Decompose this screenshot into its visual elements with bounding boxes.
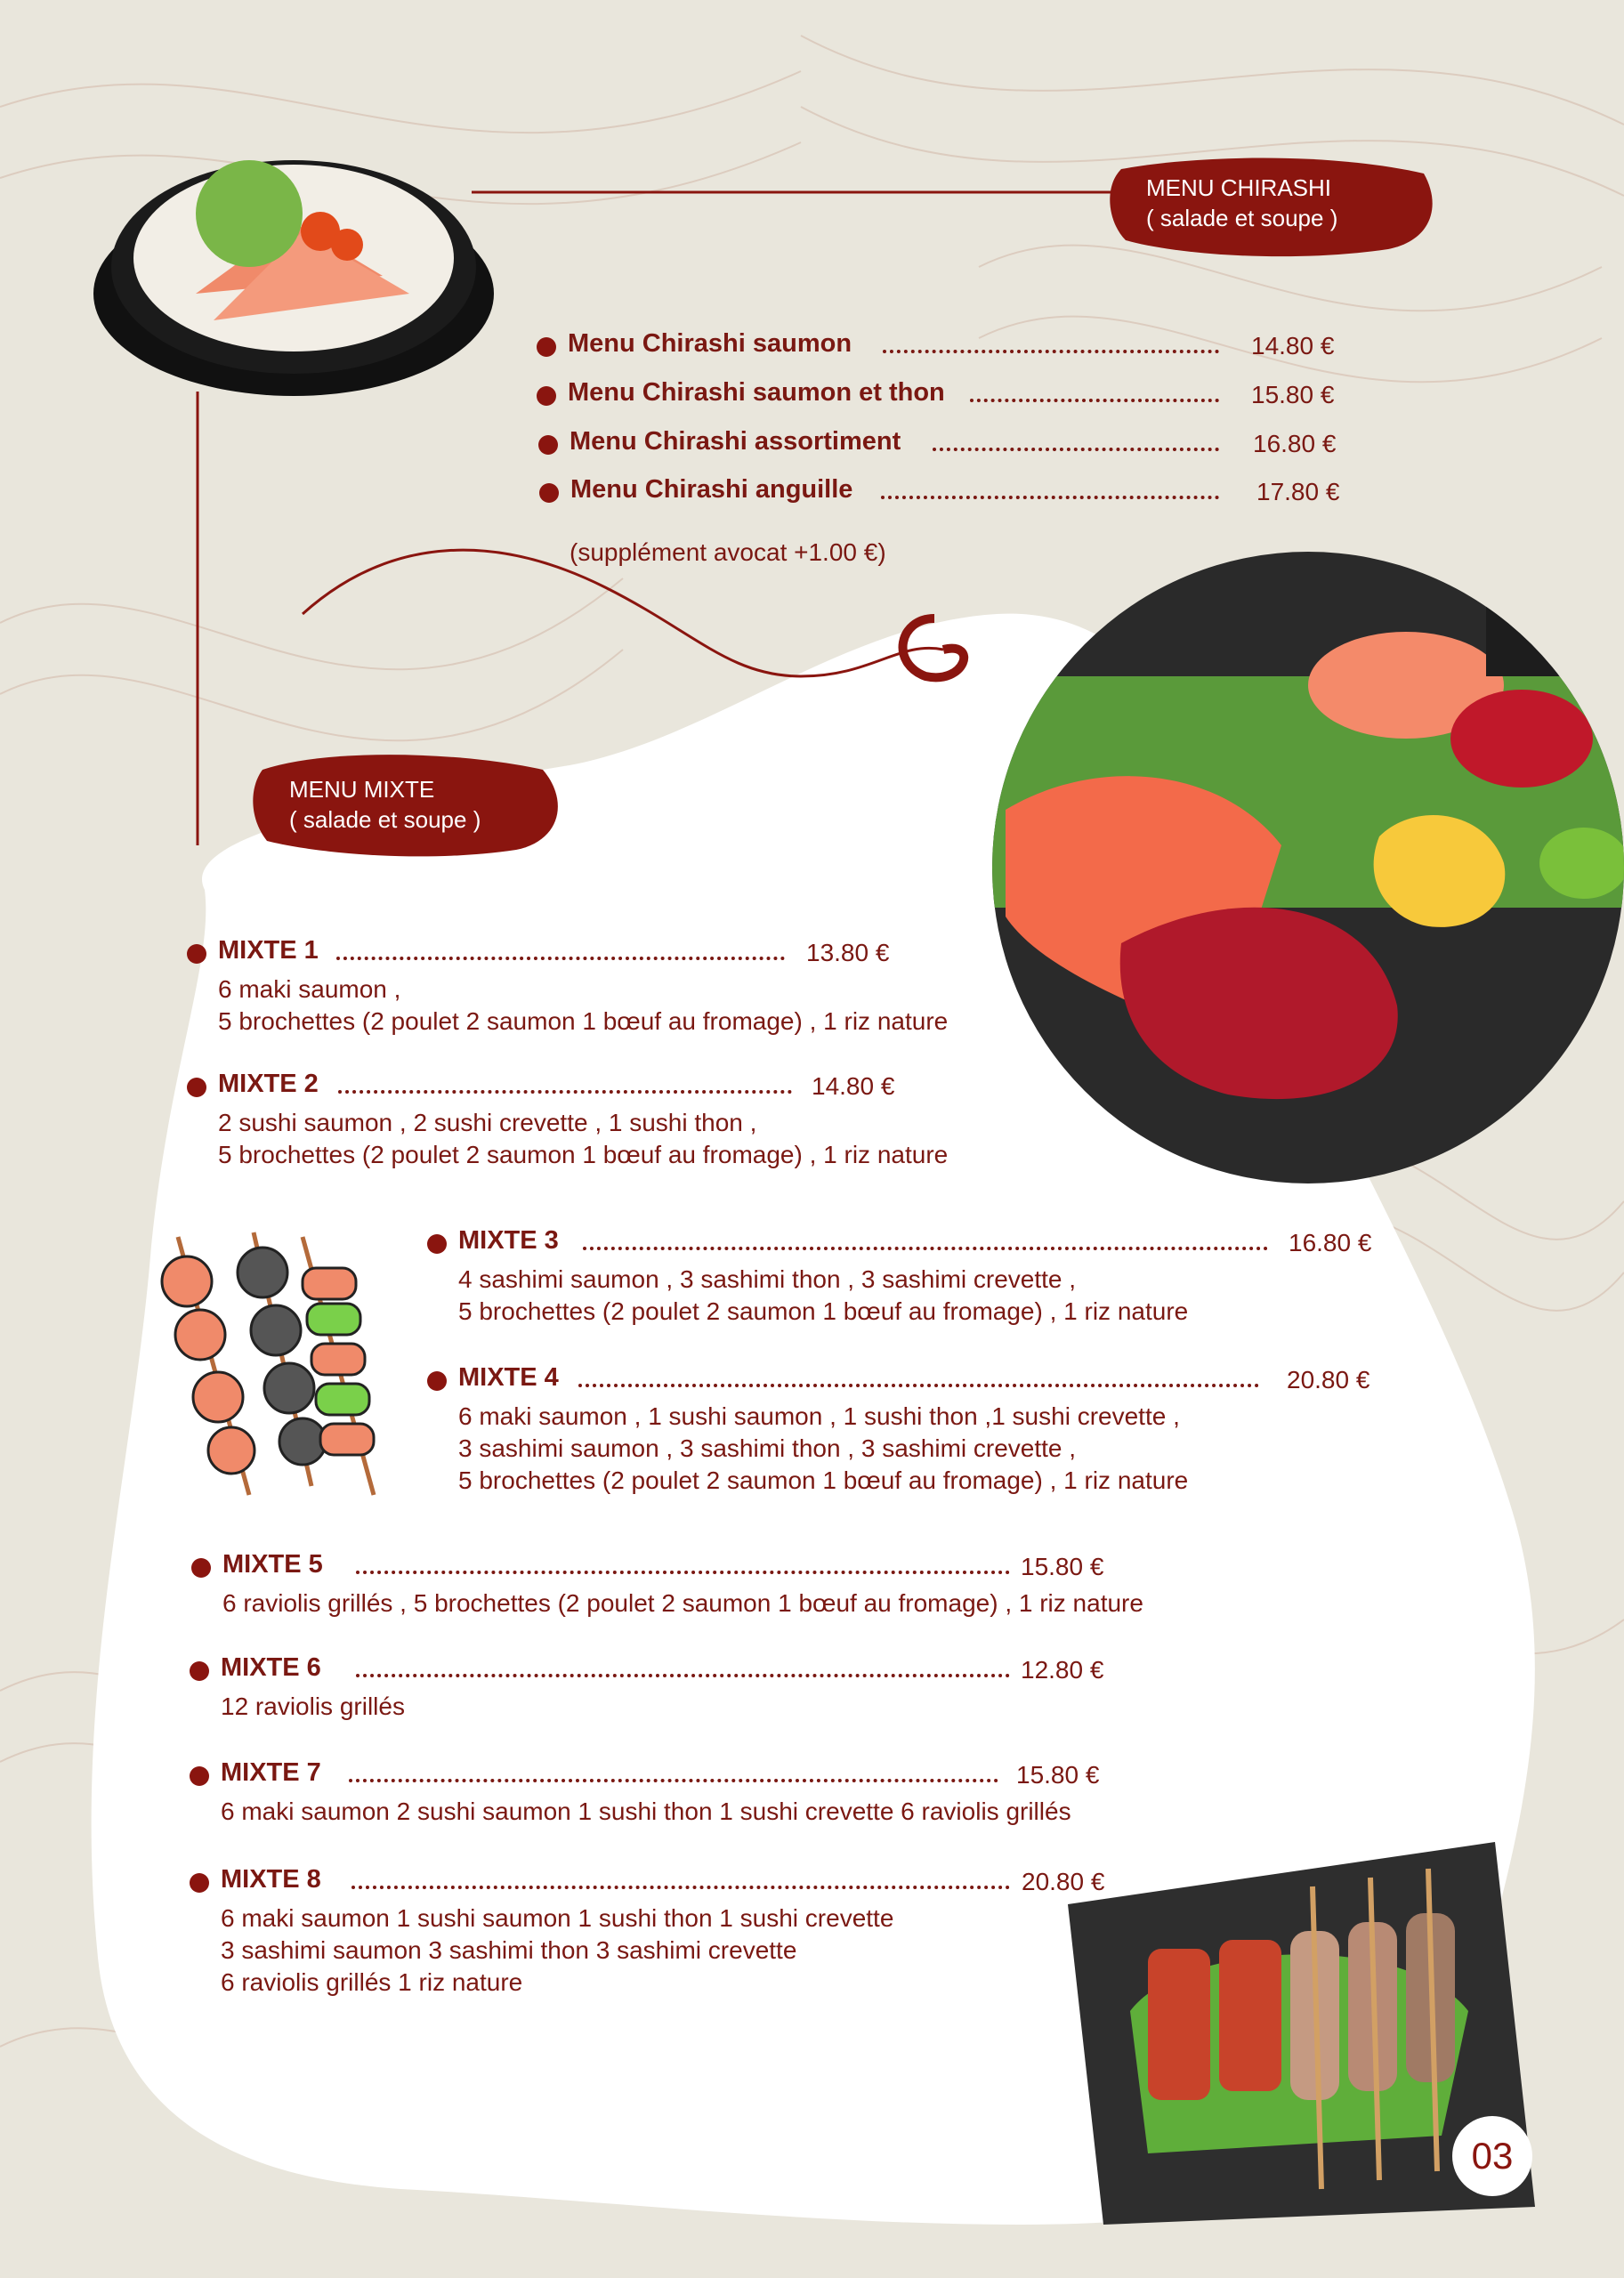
chirashi-banner [1103,151,1442,258]
sushi-platter-photo [988,543,1624,1183]
bullet-icon [538,435,558,455]
list-item: MIXTE 5 [222,1550,323,1579]
chirashi-banner-subtitle: ( salade et soupe ) [1146,205,1338,231]
mixte-banner-subtitle: ( salade et soupe ) [289,806,481,833]
list-item: MIXTE 4 [458,1363,559,1392]
list-item: MIXTE 8 [221,1865,321,1894]
bullet-icon [427,1234,447,1254]
list-item: MIXTE 2 [218,1070,319,1098]
list-item: Menu Chirashi saumon et thon [568,378,945,407]
chirashi-banner-title: MENU CHIRASHI [1146,174,1332,201]
bullet-icon [190,1873,209,1893]
list-item: MIXTE 6 [221,1653,321,1682]
bullet-icon [537,337,556,357]
bullet-icon [539,483,559,503]
list-item: MIXTE 7 [221,1758,321,1787]
list-item: Menu Chirashi saumon [568,329,852,358]
skewer-illustration [125,1219,400,1504]
bullet-icon [190,1661,209,1681]
bullet-icon [187,1078,206,1097]
list-item: Menu Chirashi anguille [570,475,853,504]
mixte-banner-title: MENU MIXTE [289,776,435,803]
mixte-banner [249,747,570,859]
list-item: Menu Chirashi assortiment [570,427,901,456]
bullet-icon [537,386,556,406]
bullet-icon [187,944,206,964]
chirashi-bowl-photo [89,116,498,400]
bullet-icon [191,1558,211,1578]
bullet-icon [190,1766,209,1786]
list-item: MIXTE 1 [218,936,319,965]
supplement-note: (supplément avocat +1.00 €) [570,538,886,566]
bullet-icon [427,1371,447,1391]
page-number: 03 [1452,2116,1532,2196]
list-item: MIXTE 3 [458,1226,559,1255]
